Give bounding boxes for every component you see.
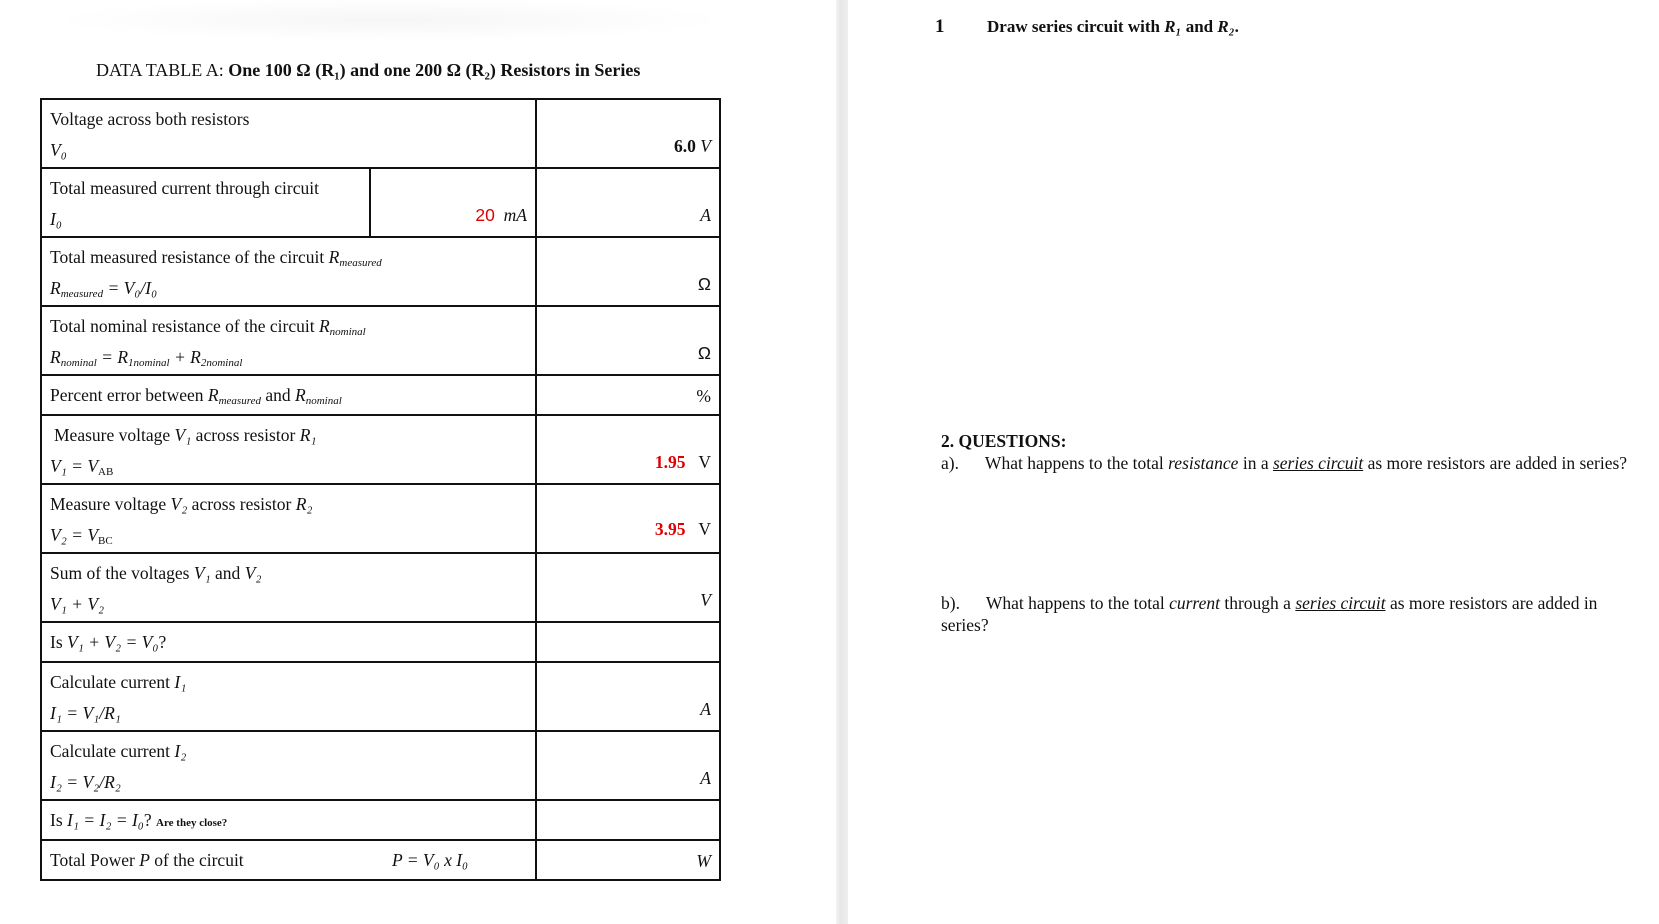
label-line: Total Power: [50, 850, 140, 870]
formula: V₁ + V₂ = V₀: [67, 632, 159, 652]
emphasis: resistance: [1168, 453, 1239, 473]
v2-value: 3.95: [654, 519, 686, 539]
question-1: [935, 16, 1239, 38]
value-cell-v2[interactable]: [536, 484, 720, 553]
row-label-check-current: [41, 800, 536, 840]
symbol: V₂: [50, 525, 67, 545]
subscript: 2nominal: [200, 357, 243, 369]
label-line: Sum of the voltages: [50, 563, 194, 583]
question-text: in a: [1238, 453, 1273, 473]
v0-value: 6.0: [674, 136, 696, 156]
question-a: [941, 452, 1641, 474]
question-text: as more resistors are added in series?: [1363, 453, 1628, 473]
row-label-rmeasured: [41, 237, 536, 306]
label-line: Percent error between: [50, 385, 208, 405]
value-cell-check-voltage[interactable]: [536, 622, 720, 662]
formula: V₁ + V₂: [50, 594, 105, 614]
subscript: AB: [98, 466, 114, 478]
label-line: Calculate current: [50, 741, 175, 761]
value-cell-v0[interactable]: [536, 99, 720, 168]
table-row: [41, 840, 720, 880]
label-line: Voltage across both resistors: [50, 109, 250, 129]
value-cell-power[interactable]: [536, 840, 720, 880]
unit: V: [698, 452, 711, 472]
underlined-term: series circuit: [1272, 453, 1364, 473]
label-line: Total measured resistance of the circuit: [50, 247, 329, 267]
symbol: R: [295, 385, 306, 405]
symbol: R₂: [1217, 17, 1235, 36]
question-text: and: [1181, 17, 1218, 36]
power-formula: P = V₀ x I₀: [392, 850, 469, 870]
underlined-term: series circuit: [1295, 593, 1386, 613]
label-line: Total measured current through circuit: [50, 178, 319, 198]
question-text: What happens to the total: [984, 453, 1169, 473]
symbol: V₁: [193, 563, 211, 583]
question-label: a).: [941, 453, 959, 473]
symbol: R₂: [295, 494, 313, 514]
value-cell-i2[interactable]: [536, 731, 720, 800]
label-line: Is: [50, 632, 68, 652]
row-label-v0: [41, 99, 536, 168]
symbol: P: [139, 850, 150, 870]
symbol: V₁: [50, 456, 67, 476]
value-cell-check-current[interactable]: [536, 800, 720, 840]
subscript: nominal: [60, 357, 97, 369]
label-line: and: [210, 563, 245, 583]
symbol: R: [207, 385, 219, 405]
symbol: I₁: [174, 672, 187, 692]
table-row: [41, 800, 720, 840]
formula: I₁ = I₂ = I₀: [67, 810, 144, 830]
symbol: R₁: [299, 425, 317, 445]
label-line: and: [260, 385, 296, 405]
v1-value: 1.95: [654, 452, 686, 472]
question-b: [941, 592, 1641, 636]
symbol: R: [318, 316, 330, 336]
formula: = R: [96, 347, 129, 367]
symbol: R₁: [1164, 17, 1182, 36]
i0-value: 20: [475, 205, 495, 225]
table-title-bold: One 100 Ω (R₁) and one 200 Ω (R₂) Resistors in Series: [228, 60, 641, 80]
data-table-a: [40, 98, 721, 881]
label-line: Measure voltage: [54, 425, 175, 445]
formula: = V: [66, 456, 99, 476]
row-label-i0: [41, 168, 370, 237]
symbol: V₂: [170, 494, 188, 514]
value-cell-rnominal[interactable]: [536, 306, 720, 375]
row-label-percent-error: [41, 375, 536, 415]
table-row: [41, 237, 720, 306]
label-line: of the circuit: [149, 850, 244, 870]
formula: I₁ = V₁/R₁: [50, 703, 121, 723]
unit: mA: [503, 205, 527, 225]
subscript: BC: [98, 535, 113, 547]
value-cell-i1[interactable]: [536, 662, 720, 731]
row-label-vsum: [41, 553, 536, 622]
unit: V: [700, 136, 711, 156]
table-row: [41, 622, 720, 662]
label-line: Total nominal resistance of the circuit: [50, 316, 319, 336]
symbol: V₀: [50, 140, 67, 160]
symbol: V₁: [174, 425, 192, 445]
unit: A: [700, 699, 711, 719]
right-page: [848, 0, 1659, 924]
unit: W: [696, 851, 711, 871]
table-title: [96, 60, 640, 81]
table-row: [41, 484, 720, 553]
question-text: Draw series circuit with: [987, 17, 1165, 36]
unit: V: [698, 519, 711, 539]
question-label: b).: [941, 593, 960, 613]
questions-section: [941, 430, 1641, 636]
row-label-v2: [41, 484, 536, 553]
unit: Ω: [697, 343, 711, 363]
symbol: I₂: [174, 741, 187, 761]
table-row: [41, 662, 720, 731]
mid-cell-i0[interactable]: [370, 168, 536, 237]
subscript: measured: [339, 257, 382, 269]
subscript: measured: [218, 395, 261, 407]
table-row: [41, 99, 720, 168]
small-note: Are they close?: [156, 817, 228, 829]
question-number: 1: [935, 16, 945, 37]
table-row: [41, 306, 720, 375]
formula: = V₀/I₀: [103, 278, 158, 298]
label-line: Is: [50, 810, 68, 830]
table-row: [41, 168, 720, 237]
value-cell-percent-error[interactable]: [536, 375, 720, 415]
question-text: through a: [1219, 593, 1296, 613]
questions-heading: 2. QUESTIONS:: [941, 431, 1067, 451]
subscript: nominal: [329, 326, 366, 338]
value-cell-i0[interactable]: [536, 168, 720, 237]
formula: I₂ = V₂/R₂: [50, 772, 121, 792]
label-line: ?: [143, 810, 157, 830]
question-text: .: [1234, 17, 1239, 36]
unit: Ω: [697, 274, 711, 294]
table-title-prefix: DATA TABLE A:: [96, 60, 224, 80]
formula: + R: [169, 347, 201, 367]
unit: %: [696, 386, 711, 406]
unit: V: [700, 590, 711, 610]
row-label-check-voltage: [41, 622, 536, 662]
subscript: 1nominal: [128, 357, 170, 369]
question-text: What happens to the total: [985, 593, 1170, 613]
label-line: Measure voltage: [50, 494, 171, 514]
scan-shadow: [70, 0, 710, 40]
page-gutter: [836, 0, 848, 924]
row-label-rnominal: [41, 306, 536, 375]
label-line: ?: [158, 632, 167, 652]
label-line: Calculate current: [50, 672, 175, 692]
value-cell-vsum[interactable]: [536, 553, 720, 622]
subscript: nominal: [305, 395, 342, 407]
table-row: [41, 553, 720, 622]
row-label-i1: [41, 662, 536, 731]
symbol: R: [50, 347, 61, 367]
table-row: [41, 731, 720, 800]
row-label-i2: [41, 731, 536, 800]
formula: = V: [66, 525, 99, 545]
symbol: I₀: [50, 209, 62, 229]
subscript: measured: [60, 288, 104, 300]
question-text: as more resistors are added in series?: [941, 593, 1598, 635]
label-line: across resistor: [191, 425, 300, 445]
row-label-power: [41, 840, 536, 880]
emphasis: current: [1169, 593, 1220, 613]
label-line: across resistor: [187, 494, 296, 514]
symbol: R: [50, 278, 61, 298]
unit: A: [700, 205, 711, 225]
row-label-v1: [41, 415, 536, 484]
value-cell-v1[interactable]: [536, 415, 720, 484]
symbol: R: [328, 247, 340, 267]
table-row: [41, 415, 720, 484]
unit: A: [700, 768, 711, 788]
table-row: [41, 375, 720, 415]
value-cell-rmeasured[interactable]: [536, 237, 720, 306]
symbol: V₂: [244, 563, 262, 583]
